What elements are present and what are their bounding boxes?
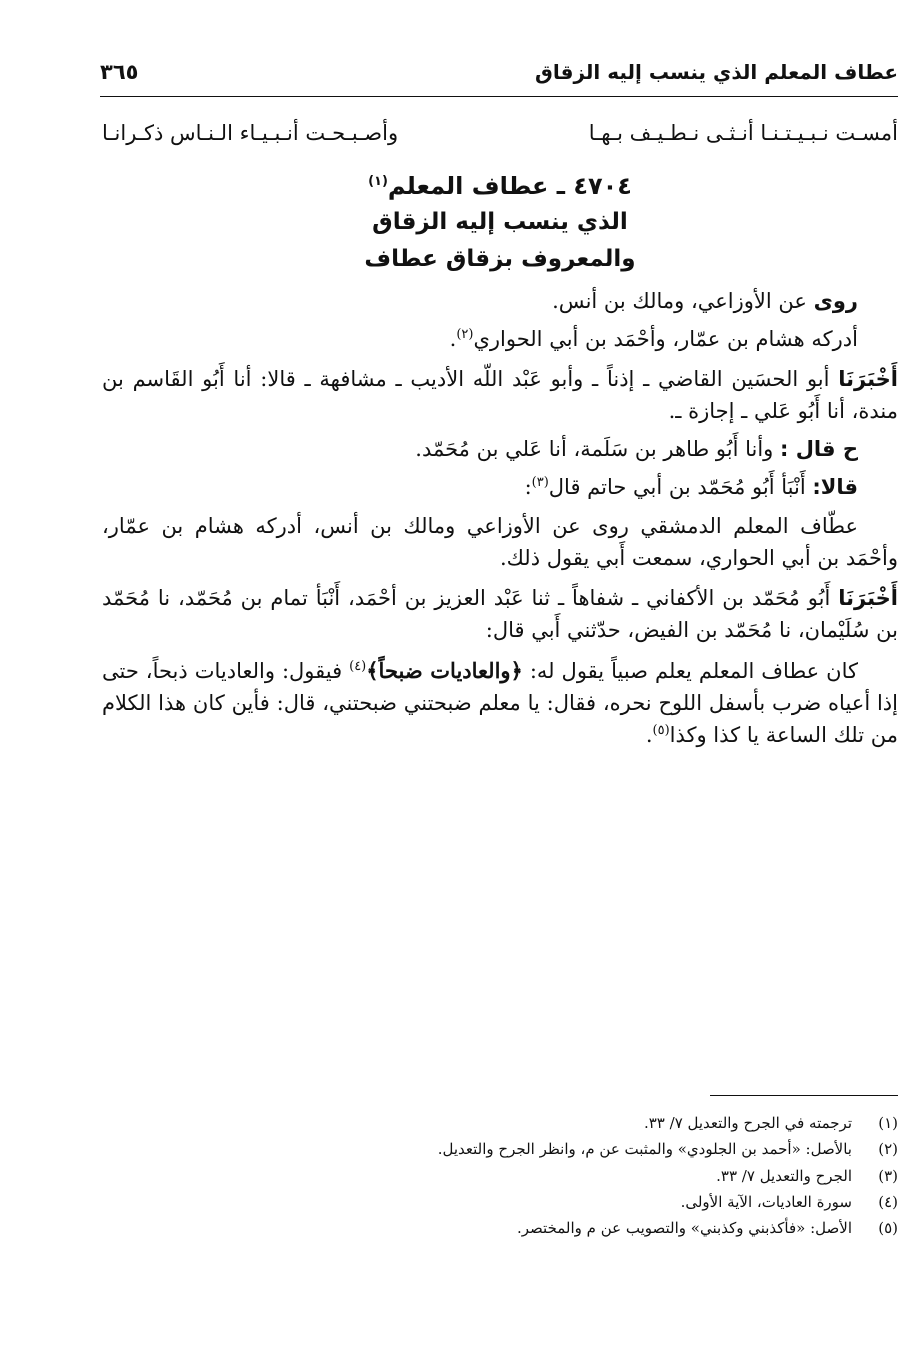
entry-subtitle: الذي ينسب إليه الزقاق xyxy=(372,209,628,236)
footnote-item xyxy=(100,1110,898,1136)
keyword: أَخْبَرَنَا xyxy=(838,586,898,611)
footnote-item xyxy=(100,1189,898,1215)
paragraph-text: فيقول: والعاديات ذبحاً، حتى إذا أعياه ضرب بأسفل اللوح نحره، فقال: يا معلم ضبحتني ضبحتني، قال: فأين كان هذا الكلام من تلك الساعة يا كذا وكذا xyxy=(102,659,898,747)
paragraph-isnad-4 xyxy=(102,583,898,647)
footnote-number: (٤) xyxy=(878,1192,898,1211)
paragraph-anecdote xyxy=(102,655,898,752)
paragraph-text: عطّاف المعلم الدمشقي روى عن الأوزاعي ومالك بن أنس، أدركه هشام بن عمّار، وأحْمَد بن أبي الحواري، سمعت أَبي يقول ذلك. xyxy=(102,514,898,571)
paragraph-text: وأنا أَبُو طاهر بن سَلَمة، أنا عَلي بن مُحَمّد. xyxy=(415,436,780,461)
paragraph-isnad-2 xyxy=(102,434,898,466)
footnote-ref: (٣) xyxy=(531,474,549,490)
footnote-text: الجرح والتعديل ٧/ ٣٣. xyxy=(716,1166,852,1185)
running-title: عطاف المعلم الذي ينسب إليه الزقاق xyxy=(534,60,898,84)
footnote-item xyxy=(100,1215,898,1241)
footnote-ref: (٢) xyxy=(456,326,474,342)
entry-title-text: ٤٧٠٤ ـ عطاف المعلم xyxy=(387,171,632,200)
paragraph-text: أَبُو مُحَمّد بن الأكفاني ـ شفاهاً ـ ثنا عَبْد العزيز بن أحْمَد، أَنْبَأ تمام بن مُحَمّد، نا مُحَمّد بن سُلَيْمان، نا مُحَمّد بن الفيض، حدّثني أَبي قال: xyxy=(102,586,898,643)
footnote-text: بالأصل: «أحمد بن الجلودي» والمثبت عن م، وانظر الجرح والتعديل. xyxy=(437,1140,852,1159)
paragraph-text: كان عطاف المعلم يعلم صبياً يقول له: xyxy=(522,659,858,684)
keyword: روى xyxy=(813,288,858,313)
paragraph-isnad-3 xyxy=(102,472,898,504)
page-number: ٣٦٥ xyxy=(100,60,139,84)
paragraph-text: أدركه هشام بن عمّار، وأحْمَد بن أبي الحواري xyxy=(473,326,858,351)
verse-first-hemistich: أمسـت نـبـيـتـنـا أنـثـى نـطـيـف بـهـا xyxy=(588,121,898,145)
entry-title xyxy=(102,168,898,204)
keyword: ح قال : xyxy=(779,436,858,461)
page-header xyxy=(100,56,898,94)
paragraph-text: أبو الحسَين القاضي ـ إذناً ـ وأبو عَبْد اللّه الأديب ـ مشافهة ـ قالا: أنا أَبُو القَاسم بن مندة، أنا أَبُو عَلي ـ إجازة ـ. xyxy=(102,366,898,423)
footnote-rule xyxy=(710,1095,898,1096)
footnotes xyxy=(100,1110,898,1241)
footnote-ref: (٥) xyxy=(652,722,670,738)
punctuation: : xyxy=(524,474,532,499)
main-text xyxy=(102,118,898,758)
keyword: قالا: xyxy=(812,474,858,499)
footnote-number: (١) xyxy=(878,1114,898,1132)
footnote-item xyxy=(100,1163,898,1189)
footnote-ref: (١) xyxy=(368,173,388,189)
poetry-verse xyxy=(102,118,898,150)
footnote-text: الأصل: «فأكذبني وكذبني» والتصويب عن م والمختصر. xyxy=(517,1219,852,1237)
paragraph-text: عن الأوزاعي، ومالك بن أنس. xyxy=(552,288,814,313)
footnote-number: (٥) xyxy=(878,1219,898,1237)
footnote-item xyxy=(100,1136,898,1162)
paragraph-met xyxy=(102,324,898,356)
footnote-number: (٣) xyxy=(878,1166,898,1185)
entry-subtitle-2: والمعروف بزقاق عطاف xyxy=(364,246,636,273)
footnote-number: (٢) xyxy=(878,1140,898,1159)
keyword: أَخْبَرَنَا xyxy=(838,366,898,391)
paragraph-isnad-1 xyxy=(102,364,898,428)
header-rule xyxy=(100,96,898,97)
paragraph-report xyxy=(102,511,898,575)
paragraph-narrated xyxy=(102,286,898,318)
quran-quote: ﴿والعاديات ضبحاً﴾ xyxy=(366,658,523,684)
footnote-text: ترجمته في الجرح والتعديل ٧/ ٣٣. xyxy=(643,1114,852,1132)
paragraph-text: أَنْبَأ أَبُو مُحَمّد بن أبي حاتم قال xyxy=(548,474,813,499)
footnote-text: سورة العاديات، الآية الأولى. xyxy=(680,1192,852,1211)
verse-second-hemistich: وأصـبـحـت أنـبـيـاء الـنـاس ذكـرانـا xyxy=(102,121,399,145)
punctuation: . xyxy=(449,326,457,351)
punctuation: . xyxy=(645,722,653,747)
footnote-ref: (٤) xyxy=(349,659,367,675)
